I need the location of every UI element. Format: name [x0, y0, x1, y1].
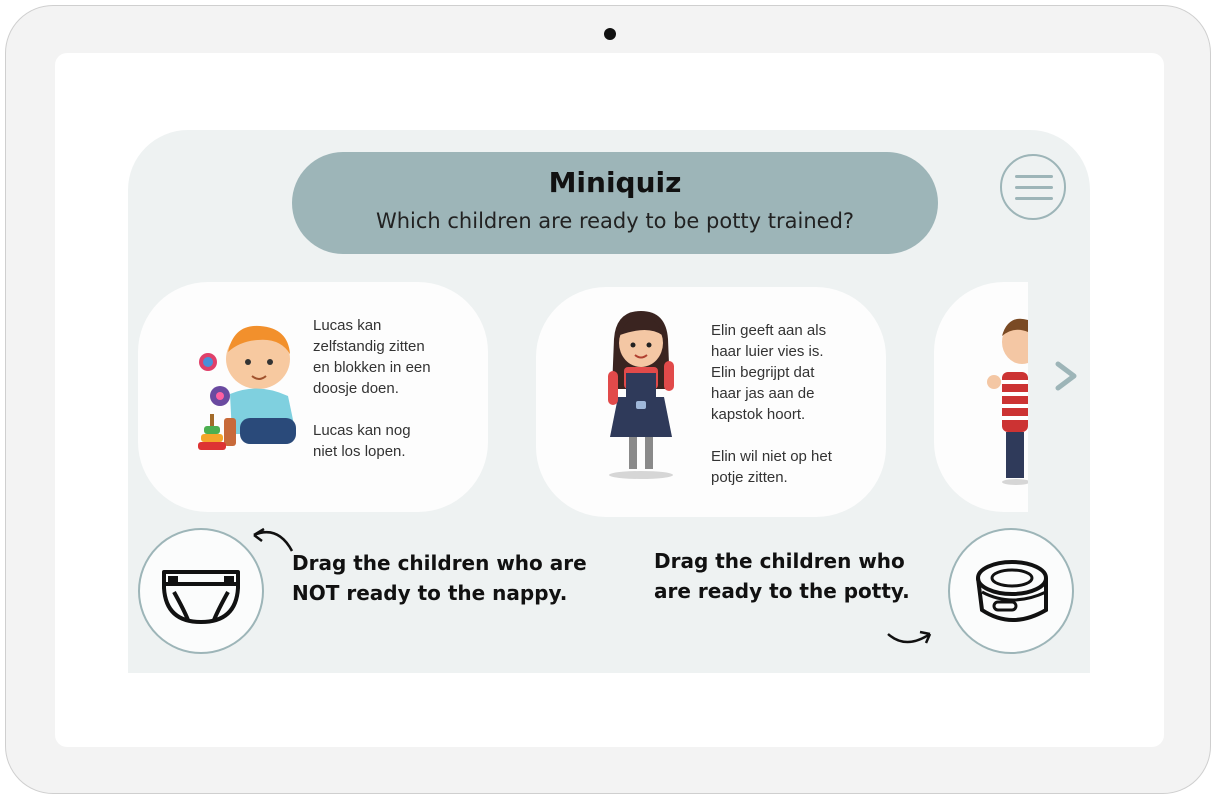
nappy-drop-zone[interactable] — [138, 528, 264, 654]
chevron-right-icon[interactable] — [1048, 358, 1084, 394]
potty-instruction: Drag the children who are ready to the potty. — [654, 549, 910, 603]
baby-boy-illustration — [188, 314, 308, 454]
quiz-question: Which children are ready to be potty trained? — [375, 209, 855, 233]
menu-button[interactable] — [1000, 154, 1066, 220]
hamburger-icon-line — [1015, 175, 1053, 178]
nappy-instruction: Drag the children who are NOT ready to the nappy. — [292, 551, 587, 605]
hamburger-icon-line — [1015, 186, 1053, 189]
hamburger-icon-line — [1015, 197, 1053, 200]
quiz-stage — [128, 130, 1090, 673]
potty-drop-zone[interactable] — [948, 528, 1074, 654]
child-card-lucas-text: Lucas kan zelfstandig zitten en blokken in een doosje doen. Lucas kan nog niet los lopen. — [313, 317, 431, 460]
quiz-title: Miniquiz — [548, 166, 682, 199]
child-card-elin-text: Elin geeft aan als haar luier vies is. Elin begrijpt dat haar jas aan de kapstok hoort. Elin wil niet op het potje zitten. — [711, 322, 832, 486]
child-card-elin[interactable] — [536, 287, 886, 517]
quiz-header — [292, 152, 938, 254]
potty-icon — [950, 530, 1072, 652]
nappy-icon — [140, 530, 262, 652]
curved-arrow-icon — [884, 626, 936, 650]
girl-illustration — [596, 309, 686, 484]
curved-arrow-icon — [248, 525, 296, 555]
carousel-edge — [1028, 270, 1090, 530]
child-card-lucas[interactable] — [138, 282, 488, 512]
camera-dot — [604, 28, 616, 40]
boy-illustration — [984, 316, 1028, 486]
